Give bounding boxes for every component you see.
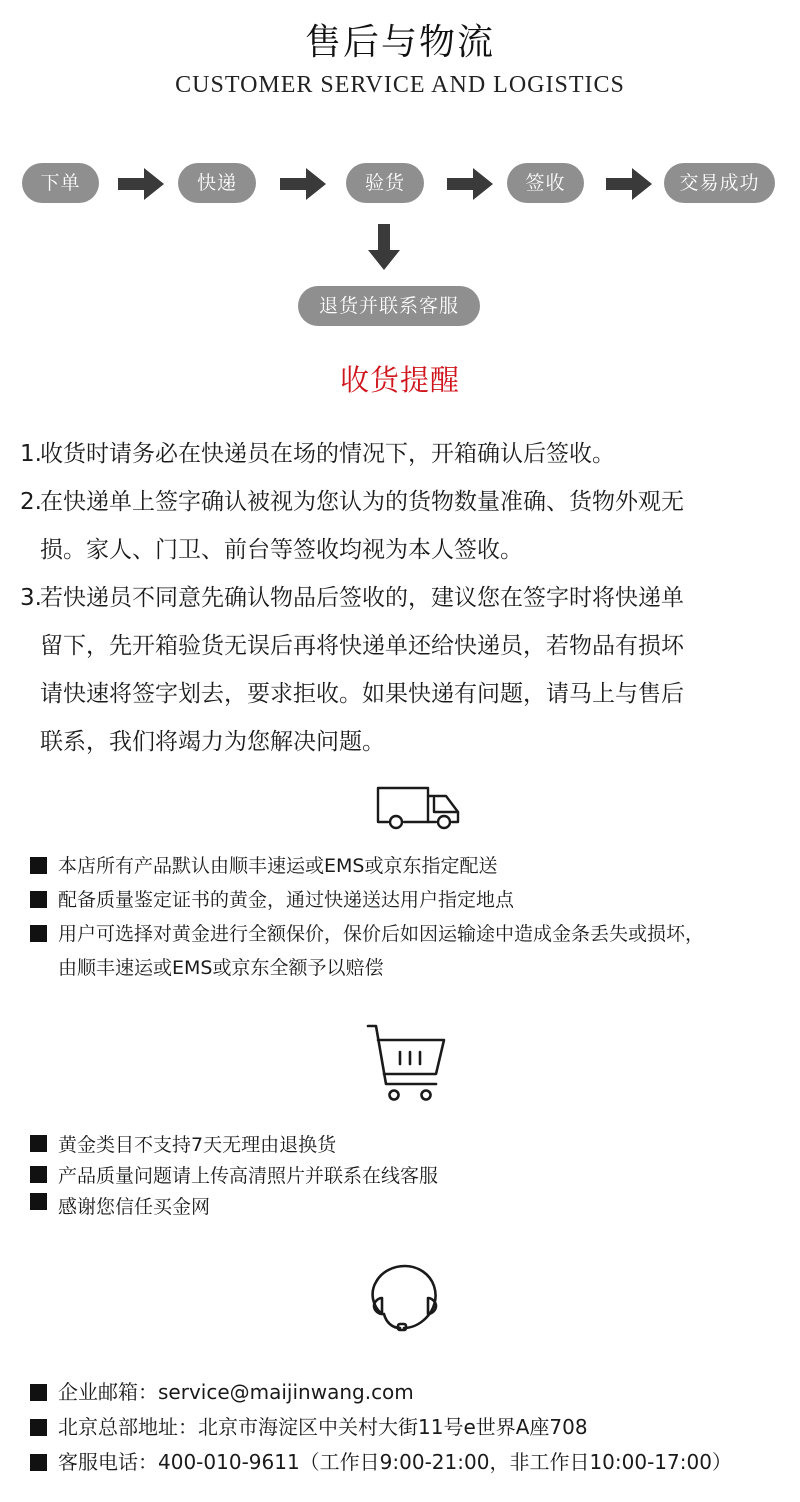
- flow-step-inspect: 验货: [346, 163, 424, 203]
- reminder-title: 收货提醒: [339, 363, 460, 397]
- flow-arrow-icon: [606, 168, 652, 200]
- headset-icon: [366, 1262, 444, 1340]
- note-line: 在快递单上签字确认被视为您认为的货物数量准确、货物外观无: [40, 489, 684, 515]
- returns-list: [30, 1130, 770, 1223]
- bullet-square: [30, 1166, 47, 1183]
- list-item: [30, 1410, 770, 1445]
- flow-step-return: 退货并联系客服: [298, 286, 480, 326]
- reminder-notes: [20, 430, 782, 766]
- list-item: [30, 1375, 770, 1410]
- bullet-square: [30, 925, 47, 942]
- contact-list: [30, 1375, 770, 1480]
- delivery-list: [30, 849, 770, 985]
- note-line: 收货时请务必在快递员在场的情况下，开箱确认后签收。: [40, 441, 615, 467]
- list-item-text: 本店所有产品默认由顺丰速运或EMS或京东指定配送: [58, 855, 498, 877]
- list-item: [30, 1445, 770, 1480]
- bullet-square: [30, 891, 47, 908]
- list-item: [30, 1161, 770, 1192]
- bullet-square: [30, 1193, 47, 1210]
- note-line: 留下，先开箱验货无误后再将快递单还给快递员，若物品有损坏: [40, 633, 684, 659]
- note-line: 若快递员不同意先确认物品后签收的，建议您在签字时将快递单: [40, 585, 684, 611]
- note-text: [40, 430, 782, 478]
- flow-step-sign: 签收: [507, 163, 584, 203]
- note-text: [40, 574, 782, 766]
- flow-step-complete: 交易成功: [664, 163, 775, 203]
- page-subtitle: CUSTOMER SERVICE AND LOGISTICS: [175, 72, 625, 98]
- flow-arrow-icon: [447, 168, 493, 200]
- list-item: [30, 917, 770, 985]
- note-number: 2.: [20, 489, 42, 515]
- cart-icon: [364, 1022, 448, 1104]
- list-item: [30, 1192, 770, 1223]
- flow-step-express: 快递: [178, 163, 256, 203]
- list-item: [30, 849, 770, 883]
- list-item-text: 黄金类目不支持7天无理由退换货: [58, 1134, 337, 1156]
- reminder-note: [20, 478, 782, 574]
- bullet-square: [30, 1454, 47, 1471]
- flow-step-order: 下单: [22, 163, 99, 203]
- list-item-text: 感谢您信任买金网: [58, 1196, 211, 1218]
- note-line: 请快速将签字划去，要求拒收。如果快递有问题，请马上与售后: [40, 681, 684, 707]
- flow-arrow-down-icon: [368, 224, 400, 270]
- list-item-line: 用户可选择对黄金进行全额保价，保价后如因运输途中造成金条丢失或损坏，: [58, 923, 705, 945]
- list-item-line: 由顺丰速运或EMS或京东全额予以赔偿: [58, 957, 384, 979]
- flow-arrow-icon: [280, 168, 326, 200]
- contact-address: 北京总部地址：北京市海淀区中关村大街11号e世界A座708: [58, 1415, 588, 1439]
- note-line: 联系，我们将竭力为您解决问题。: [40, 729, 385, 755]
- reminder-note: [20, 430, 782, 478]
- contact-email: 企业邮箱：service@maijinwang.com: [58, 1380, 414, 1404]
- flow-arrow-icon: [118, 168, 164, 200]
- note-text: [40, 478, 782, 574]
- bullet-square: [30, 857, 47, 874]
- bullet-square: [30, 1384, 47, 1401]
- note-number: 1.: [20, 441, 42, 467]
- reminder-note: [20, 574, 782, 766]
- note-number: 3.: [20, 585, 42, 611]
- contact-phone: 客服电话：400-010-9611（工作日9:00-21:00，非工作日10:00-17:00）: [58, 1450, 732, 1474]
- page-title: 售后与物流: [304, 22, 495, 63]
- list-item: [30, 883, 770, 917]
- note-line: 损。家人、门卫、前台等签收均视为本人签收。: [40, 537, 523, 563]
- bullet-square: [30, 1419, 47, 1436]
- list-item-text: 产品质量问题请上传高清照片并联系在线客服: [58, 1165, 439, 1187]
- list-item: [30, 1130, 770, 1161]
- list-item-text: 配备质量鉴定证书的黄金，通过快递送达用户指定地点: [58, 889, 515, 911]
- list-item-text: [58, 917, 770, 985]
- bullet-square: [30, 1135, 47, 1152]
- truck-icon: [372, 782, 464, 832]
